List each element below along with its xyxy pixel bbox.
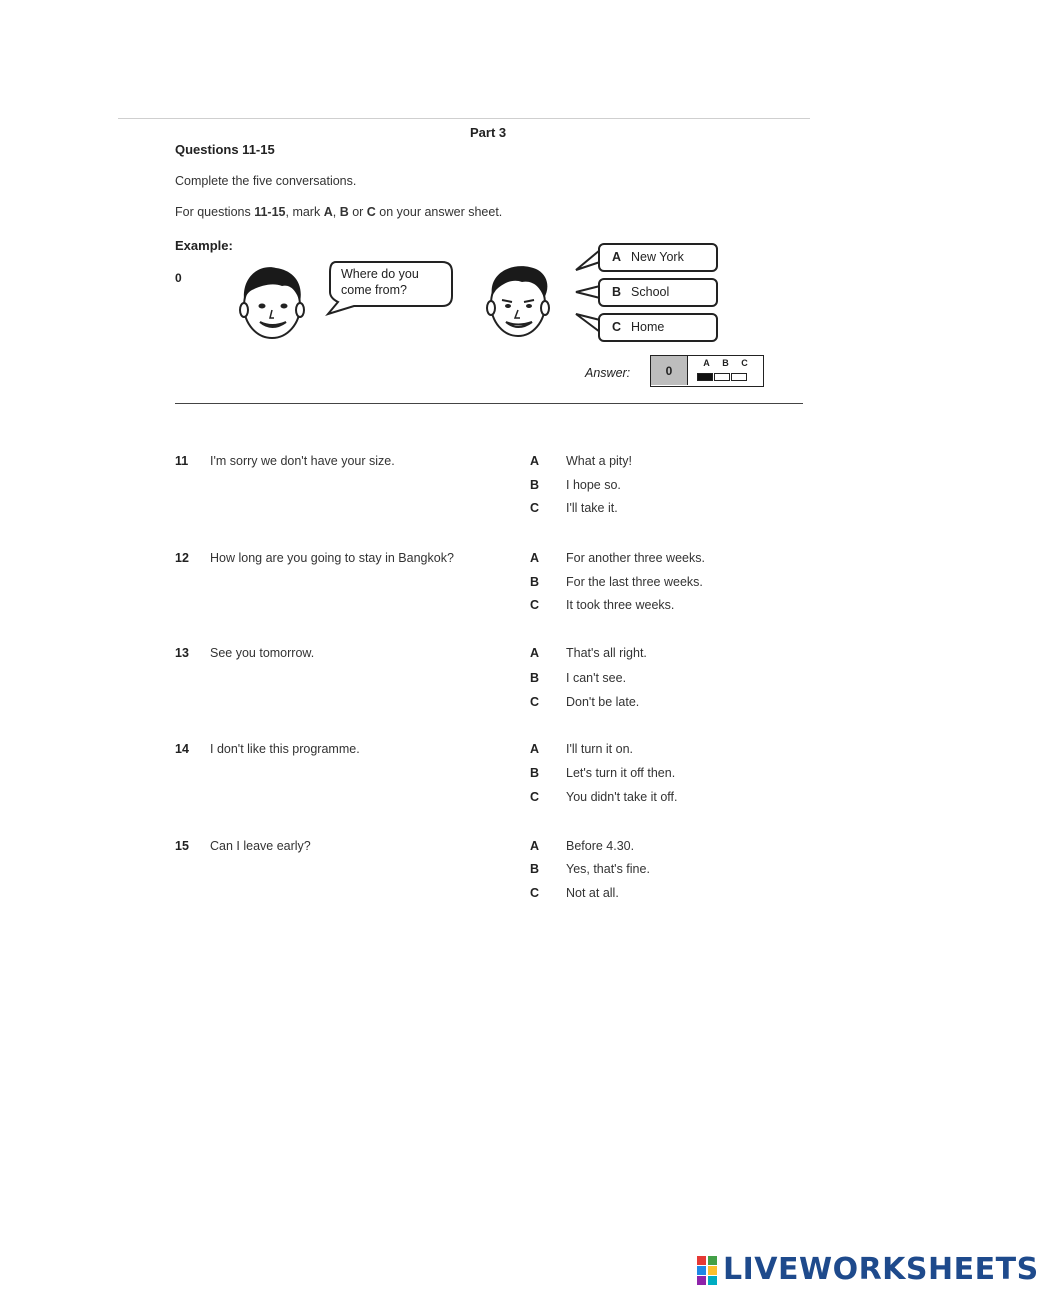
- speech-bubble-line-1: Where do you: [341, 267, 419, 281]
- option-letter: B: [530, 766, 540, 780]
- option-letter: A: [530, 454, 540, 468]
- question-number: 11: [175, 454, 189, 468]
- example-option-c: C Home: [598, 313, 718, 342]
- question-text: I don't like this programme.: [210, 742, 360, 756]
- answer-number: 0: [651, 356, 688, 385]
- questions-heading: Questions 11-15: [175, 142, 275, 157]
- option-letter: B: [530, 862, 540, 876]
- question-text: I'm sorry we don't have your size.: [210, 454, 395, 468]
- option-text[interactable]: I hope so.: [566, 478, 621, 492]
- boy-face-left-illustration: [232, 262, 312, 342]
- instruction-2: For questions 11-15, mark A, B or C on your answer sheet.: [175, 205, 503, 219]
- option-text[interactable]: Let's turn it off then.: [566, 766, 676, 780]
- option-letter: C: [530, 695, 540, 709]
- answer-cell-b: [714, 373, 730, 381]
- example-divider: [175, 403, 803, 404]
- option-text[interactable]: I can't see.: [566, 671, 627, 685]
- question-number: 15: [175, 839, 189, 853]
- logo-blocks-icon: [697, 1254, 719, 1284]
- part-title: Part 3: [470, 125, 507, 140]
- example-option-a: A New York: [598, 243, 718, 272]
- option-letter: A: [530, 646, 540, 660]
- option-text[interactable]: I'll take it.: [566, 501, 618, 515]
- answer-cell-c: [731, 373, 747, 381]
- boy-face-right-illustration: [478, 260, 558, 340]
- example-label: Example:: [175, 238, 233, 253]
- option-text[interactable]: For another three weeks.: [566, 551, 705, 565]
- option-letter: A: [530, 551, 540, 565]
- example-option-b: B School: [598, 278, 718, 307]
- option-letter: A: [530, 742, 540, 756]
- answer-label: Answer:: [585, 366, 631, 380]
- option-text[interactable]: Yes, that's fine.: [566, 862, 650, 876]
- option-text[interactable]: I'll turn it on.: [566, 742, 633, 756]
- answer-letters: A B C: [703, 358, 748, 368]
- question-text: See you tomorrow.: [210, 646, 315, 660]
- question-number: 12: [175, 551, 189, 565]
- question-text: Can I leave early?: [210, 839, 311, 853]
- option-text[interactable]: What a pity!: [566, 454, 632, 468]
- option-text[interactable]: For the last three weeks.: [566, 575, 703, 589]
- instruction-1: Complete the five conversations.: [175, 174, 357, 188]
- option-text[interactable]: You didn't take it off.: [566, 790, 678, 804]
- option-text[interactable]: It took three weeks.: [566, 598, 675, 612]
- option-letter: C: [530, 886, 540, 900]
- top-rule: [118, 118, 810, 119]
- option-letter: B: [530, 478, 540, 492]
- speech-bubble-line-2: come from?: [341, 283, 407, 297]
- question-number: 14: [175, 742, 189, 756]
- option-text[interactable]: That's all right.: [566, 646, 647, 660]
- option-text[interactable]: Don't be late.: [566, 695, 640, 709]
- option-letter: B: [530, 575, 540, 589]
- brand-name: LIVEWORKSHEETS: [723, 1251, 1039, 1287]
- answer-box: [650, 355, 764, 387]
- example-number: 0: [175, 271, 182, 285]
- option-text[interactable]: Not at all.: [566, 886, 619, 900]
- question-text: How long are you going to stay in Bangkok?: [210, 551, 454, 565]
- question-number: 13: [175, 646, 189, 660]
- option-letter: B: [530, 671, 540, 685]
- liveworksheets-logo: [697, 1253, 1039, 1285]
- answer-cell-a: [697, 373, 713, 381]
- option-letter: C: [530, 790, 540, 804]
- option-letter: C: [530, 598, 540, 612]
- option-letter: A: [530, 839, 540, 853]
- option-letter: C: [530, 501, 540, 515]
- option-text[interactable]: Before 4.30.: [566, 839, 635, 853]
- answer-cells: [697, 373, 748, 391]
